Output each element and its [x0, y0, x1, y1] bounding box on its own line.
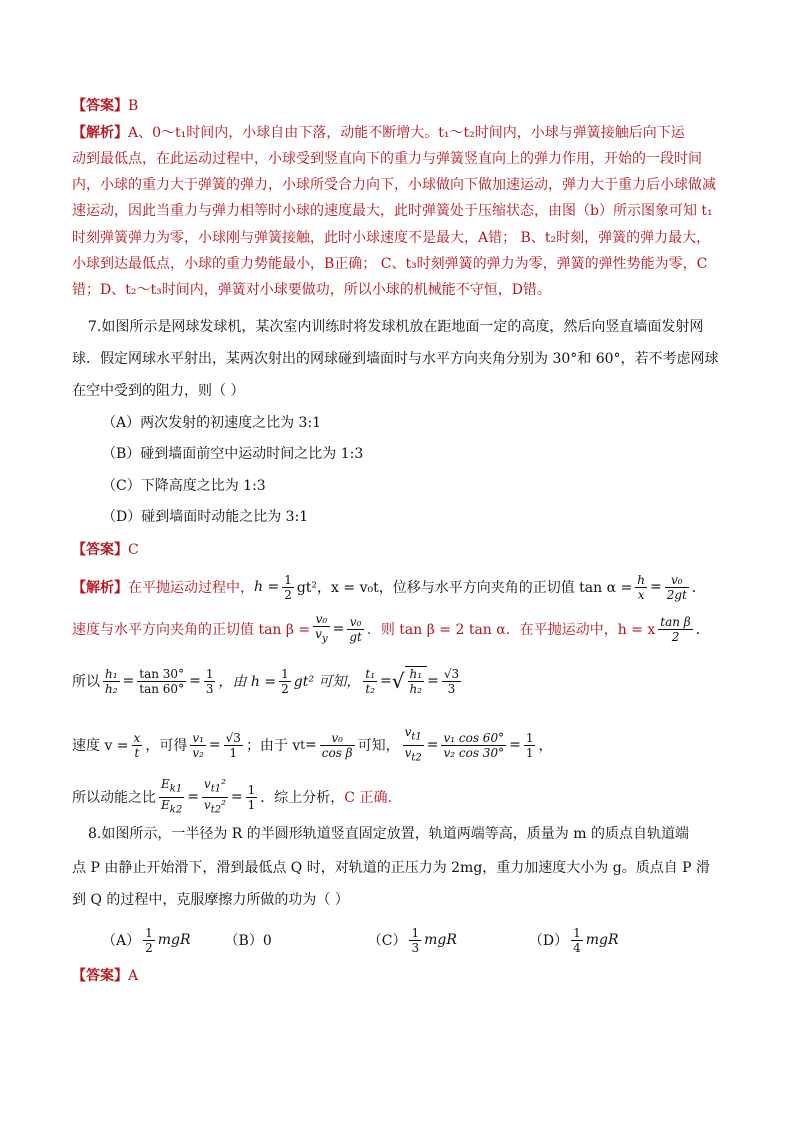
analysis-7-line-2: 速度与水平方向夹角的正切值 tan β = $\frac{\text{v₀}}{v_y}$ = $\frac{\text{v₀}}{gt}$ ．则 tan β = 2 tan α．在平抛运动中，h = x $\frac{\text{tan β}}{2}$ ． — [72, 611, 710, 645]
analysis-text: A、0～t₁时间内，小球自由下落，动能不断增大。t₁～t₂时间内，小球与弹簧接触后向下运 — [128, 125, 685, 141]
analysis-7-line-4: 速度 v = $\frac{x}{t}$ ，可得 $\frac{\text{v₁}}{\text{v₂}}$ = $\frac{√3}{1}$ ；由于 v t = $\frac{\text{v₀}}{\text{cos β}}$ 可知， $\frac{v_{t1}}{v_{t2}}$ = $\frac{\text{v₁ cos 60°}}{\text{v₂ cos 30°}}$ = $\frac{1}{1}$ ， — [72, 725, 553, 763]
analysis-line — [72, 123, 685, 143]
fraction-one-over-one: $\frac{1}{1}$ — [525, 730, 534, 760]
fraction-one-third: $\frac{1}{3}$ — [411, 925, 420, 955]
answer-value: B — [128, 98, 139, 114]
analysis-text: 可知， — [357, 738, 400, 754]
option-a: （A）两次发射的初速度之比为 3:1 — [102, 415, 322, 431]
analysis-text: = — [304, 737, 317, 753]
question-8-line: 8.如图所示，一半径为 R 的半圆形轨道竖直固定放置，轨道两端等高，质量为 m 的质点自轨道端 — [88, 826, 689, 842]
fraction-one-half: $\frac{1}{2}$ — [145, 925, 153, 955]
question-8-options — [102, 923, 619, 957]
formula-text: ，由 h = — [218, 674, 277, 690]
option-c: （C）下降高度之比为 1:3 — [102, 478, 266, 494]
analysis-text: 在平抛运动过程中， — [128, 580, 254, 596]
fraction-tan30-over-tan60: $\frac{\tan 30^\circ}{\tan 60^\circ}$ — [139, 666, 185, 696]
answer-value: C — [128, 542, 139, 558]
fraction-one-quarter: $\frac{1}{4}$ — [573, 925, 581, 955]
analysis-7-line-1: 【解析】 在平抛运动过程中， h = $\frac{1}{2}$ gt²，x = v₀t，位移与水平方向夹角的正切值 tan α = $\frac{h}{x}$ = $\frac{\text{v₀}}{2gt}$ ． — [72, 572, 706, 602]
option-d: （D）碰到墙面时动能之比为 3:1 — [102, 509, 309, 525]
fraction-v0-over-cosb: $\frac{\text{v₀}}{\text{cos β}}$ — [321, 730, 353, 760]
analysis-text: ；由于 v — [245, 738, 301, 754]
fraction-one-over-one: $\frac{1}{1}$ — [247, 782, 256, 812]
fraction-vt1-over-vt2: $\frac{v_{t1}}{v_{t2}}$ — [404, 725, 422, 763]
analysis-tag: 【解析】 — [72, 125, 128, 141]
option-c-label: （C） — [367, 933, 407, 949]
fraction-v0-over-gt: $\frac{\text{v₀}}{gt}$ — [349, 614, 362, 644]
option-b: （B）碰到墙面前空中运动时间之比为 1:3 — [102, 446, 364, 462]
option-a-text: mgR — [157, 932, 191, 948]
question-7-line: 在空中受到的阻力，则（ ） — [72, 383, 245, 399]
analysis-text: 速度 v = — [72, 738, 129, 754]
option-a-label: （A） — [102, 933, 141, 949]
analysis-text: 所以 — [72, 674, 100, 690]
analysis-line: 内，小球的重力大于弹簧的弹力，小球所受合力向下，小球做向下做加速运动，弹力大于重力后小球做减 — [72, 177, 716, 193]
analysis-line: 时刻弹簧弹力为零，小球刚与弹簧接触，此时小球速度不是最大，A错； B、t₂时刻，弹簧的弹力最大， — [72, 230, 711, 246]
fraction-one-half: $\frac{1}{2}$ — [281, 666, 289, 696]
fraction-v1cos60-over-v2cos30: $\frac{\text{v₁ cos 60°}}{\text{v₂ cos 30°}}$ — [443, 730, 505, 760]
analysis-line: 小球到达最低点，小球的重力势能最小，B正确； C、t₃时刻弹簧的弹力为零，弹簧的弹性势能为零，C — [72, 256, 708, 272]
analysis-tag: 【解析】 — [72, 580, 128, 596]
question-8-line: 到 Q 的过程中，克服摩擦力所做的功为（ ） — [72, 892, 349, 908]
analysis-7-line-3: 所以 $\frac{\text{h₁}}{\text{h₂}}$ = $\frac{\tan 30^\circ}{\tan 60^\circ}$ = $\frac{1}{3}$ ，由 h = $\frac{1}{2}$ gt² 可知， $\frac{\text{t₁}}{\text{t₂}}$ = √ $\frac{\text{h₁}}{\text{h₂}}$ = $\frac{√3}{3}$ — [72, 666, 460, 696]
analysis-text: 速度与水平方向夹角的正切值 tan β = — [72, 622, 311, 638]
fraction-t1-over-t2: $\frac{\text{t₁}}{\text{t₂}}$ — [365, 666, 376, 696]
fraction-x-over-t: $\frac{x}{t}$ — [133, 730, 141, 760]
answer-line-8 — [72, 966, 138, 986]
fraction-sqrt3-over-1: $\frac{√3}{1}$ — [225, 730, 241, 760]
answer-value: A — [128, 968, 139, 984]
fraction-one-half: $\frac{1}{2}$ — [284, 572, 292, 602]
fraction-vt1sq-over-vt2sq: $\frac{v_{t1}^2}{v_{t2}^2}$ — [203, 777, 226, 815]
fraction-one-third: $\frac{1}{3}$ — [205, 666, 214, 696]
answer-line-7 — [72, 540, 139, 560]
fraction-v0-over-2gt: $\frac{\text{v₀}}{2gt}$ — [666, 572, 687, 602]
fraction-tanb-over-2: $\frac{\text{tan β}}{2}$ — [660, 614, 691, 644]
option-c-text: mgR — [424, 932, 457, 948]
answer-tag: 【答案】 — [72, 542, 128, 558]
question-7-line: 7.如图所示是网球发球机，某次室内训练时将发球机放在距地面一定的高度，然后向竖直墙面发射网 — [88, 319, 704, 335]
answer-line-6 — [72, 96, 138, 116]
question-8-line: 点 P 由静止开始滑下，滑到最低点 Q 时，对轨道的正压力为 2mg，重力加速度大小为 g。质点自 P 滑 — [72, 860, 711, 876]
formula-text: gt² 可知， — [293, 674, 361, 690]
formula-text: gt²，x = v₀t，位移与水平方向夹角的正切值 tan α = — [296, 580, 633, 596]
analysis-text: ．则 tan β = 2 tan α．在平抛运动中，h = x — [366, 622, 656, 638]
analysis-text: C 正确． — [344, 790, 402, 806]
fraction-sqrt3-over-3: $\frac{√3}{3}$ — [443, 666, 460, 696]
fraction-v1-over-v2: $\frac{\text{v₁}}{\text{v₂}}$ — [192, 730, 204, 760]
option-d-label: （D） — [528, 933, 569, 949]
fraction-ek1-over-ek2: $\frac{E_{k1}}{E_{k2}}$ — [161, 777, 183, 815]
fraction-h-over-x: $\frac{h}{x}$ — [637, 572, 645, 602]
sqrt-h1-over-h2: √ $\frac{\text{h₁}}{\text{h₂}}$ — [392, 666, 427, 696]
option-d-text: mgR — [585, 932, 619, 948]
analysis-line: 动到最低点，在此运动过程中，小球受到竖直向下的重力与弹簧竖直向上的弹力作用，开始的一段时间 — [72, 151, 702, 167]
option-b: （B）0 — [224, 933, 272, 949]
analysis-7-line-5: 所以动能之比 $\frac{E_{k1}}{E_{k2}}$ = $\frac{v_{t1}^2}{v_{t2}^2}$ = $\frac{1}{1}$ ．综上分析， C 正确． — [72, 777, 402, 815]
analysis-text: 所以动能之比 — [72, 790, 156, 806]
analysis-text: ．综上分析， — [260, 790, 345, 806]
analysis-text: ，可得 — [145, 738, 188, 754]
formula-text: h = — [254, 579, 280, 595]
question-7-line: 球．假定网球水平射出，某两次射出的网球碰到墙面时与水平方向夹角分别为 30°和 60°，若不考虑网球 — [72, 351, 719, 367]
answer-tag: 【答案】 — [72, 968, 128, 984]
analysis-line: 速运动，因此当重力与弹力相等时小球的速度最大，此时弹簧处于压缩状态，由图（b）所示图象可知 t₁ — [72, 203, 713, 219]
answer-tag: 【答案】 — [72, 98, 128, 114]
fraction-v0-over-vy: $\frac{\text{v₀}}{v_y}$ — [315, 611, 328, 645]
fraction-h1-over-h2: $\frac{\text{h₁}}{\text{h₂}}$ — [105, 666, 118, 696]
analysis-line: 错；D、t₂～t₃时间内，弹簧对小球要做功，所以小球的机械能不守恒，D错。 — [72, 282, 551, 298]
